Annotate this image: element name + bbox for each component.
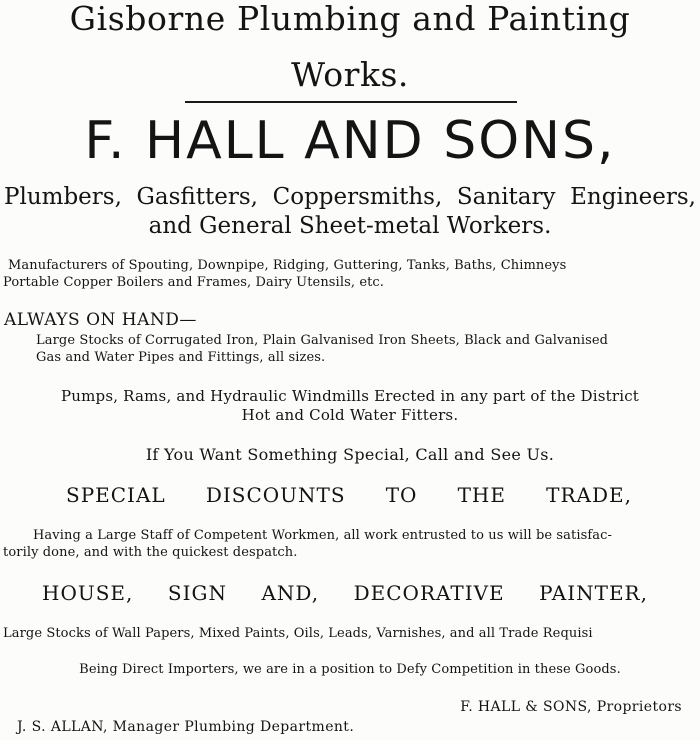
- always-on-hand-heading: ALWAYS ON HAND—: [4, 310, 197, 330]
- discounts-word: TO: [385, 483, 418, 507]
- painter-heading: [0, 583, 700, 603]
- pumps-line-1: Pumps, Rams, and Hydraulic Windmills Erected in any part of the District: [60, 387, 640, 405]
- painter-word: PAINTER,: [539, 581, 648, 605]
- painter-word: HOUSE,: [42, 581, 134, 605]
- discounts-word: SPECIAL: [66, 483, 166, 507]
- special-discounts-heading: [0, 485, 700, 505]
- pumps-line-2: Hot and Cold Water Fitters.: [241, 406, 459, 424]
- trade-word: Gasfitters,: [136, 184, 258, 210]
- discounts-word: DISCOUNTS: [205, 483, 346, 507]
- manufacturers-line-1: Manufacturers of Spouting, Downpipe, Ridging, Guttering, Tanks, Baths, Chimneys: [8, 258, 567, 273]
- trade-word: Sanitary: [456, 184, 556, 210]
- stocks-line-1: Large Stocks of Corrugated Iron, Plain Galvanised Iron Sheets, Black and Galvanised: [36, 333, 609, 348]
- stocks-line-2: Gas and Water Pipes and Fittings, all sizes.: [36, 350, 326, 365]
- trade-word: Coppersmiths,: [272, 184, 443, 210]
- discounts-word: TRADE,: [546, 483, 632, 507]
- trades-line-2: and General Sheet-metal Workers.: [148, 213, 552, 239]
- manufacturers-line-2: Portable Copper Boilers and Frames, Dairy Utensils, etc.: [3, 275, 385, 290]
- painter-word: SIGN: [167, 581, 227, 605]
- proprietors-signature: F. HALL & SONS, Proprietors: [460, 699, 682, 715]
- importers-line: Being Direct Importers, we are in a position to Defy Competition in these Goods.: [79, 662, 621, 677]
- painter-word: AND,: [261, 581, 320, 605]
- painter-word: DECORATIVE: [353, 581, 505, 605]
- discounts-word: THE: [457, 483, 506, 507]
- trades-line-1: [0, 186, 700, 209]
- manager-signature: J. S. ALLAN, Manager Plumbing Department.: [17, 719, 355, 735]
- title-line-2: Works.: [291, 55, 409, 94]
- title-line-1: Gisborne Plumbing and Painting: [69, 0, 631, 38]
- special-call-line: If You Want Something Special, Call and See Us.: [145, 445, 555, 464]
- staff-line-2: torily done, and with the quickest despatch.: [3, 545, 298, 560]
- wallpapers-line: Large Stocks of Wall Papers, Mixed Paints, Oils, Leads, Varnishes, and all Trade Requisi: [3, 626, 593, 641]
- trade-word: Engineers,: [570, 184, 696, 210]
- trade-word: Plumbers,: [4, 184, 122, 210]
- firm-name: F. HALL AND SONS,: [84, 111, 616, 171]
- staff-line-1: Having a Large Staff of Competent Workmen, all work entrusted to us will be satisfac-: [33, 528, 613, 543]
- title-rule: [185, 101, 517, 103]
